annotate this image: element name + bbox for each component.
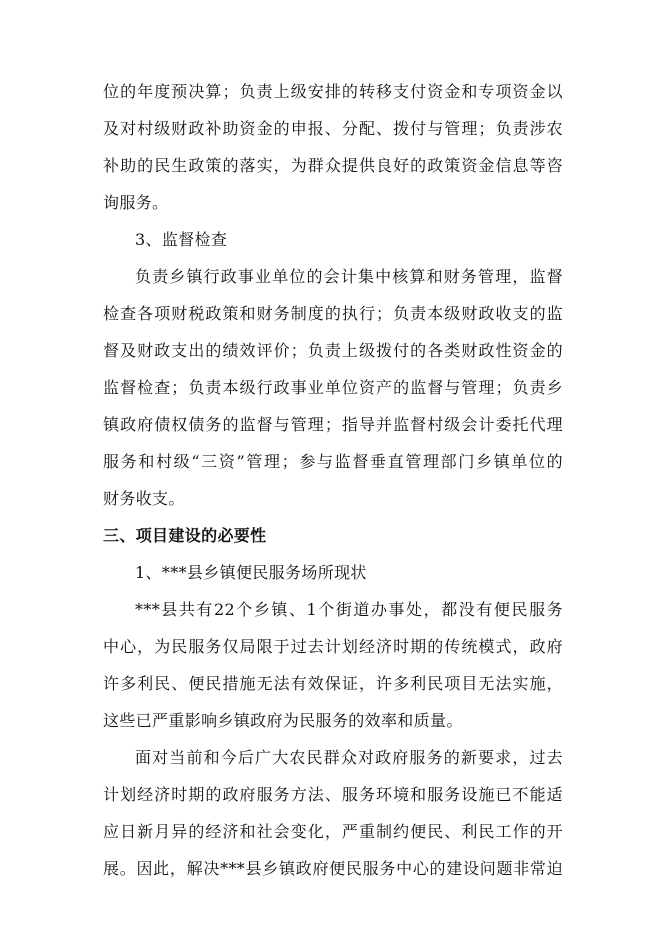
body-line: 服务和村级“三资”管理；参与监督垂直管理部门乡镇单位的 [103,452,563,471]
body-line: 计划经济时期的政府服务方法、服务环境和服务设施已不能适 [103,785,563,804]
body-line: 补助的民生政策的落实，为群众提供良好的政策资金信息等咨 [103,156,563,175]
body-line: 许多利民、便民措施无法有效保证，许多利民项目无法实施， [103,674,563,693]
body-line: 应日新月异的经济和社会变化，严重制约便民、利民工作的开 [103,822,563,841]
subsection-heading: 1、***县乡镇便民服务场所现状 [135,563,367,582]
body-line: 镇政府债权债务的监督与管理；指导并监督村级会计委托代理 [103,415,563,434]
body-line: 监督检查；负责本级行政事业单位资产的监督与管理；负责乡 [103,378,563,397]
body-line: 负责乡镇行政事业单位的会计集中核算和财务管理，监督 [135,267,563,286]
body-line: 中心，为民服务仅局限于过去计划经济时期的传统模式，政府 [103,637,563,656]
body-line: 位的年度预决算；负责上级安排的转移支付资金和专项资金以 [103,82,563,101]
body-line: 展。因此，解决***县乡镇政府便民服务中心的建设问题非常迫 [103,859,563,878]
section-heading: 三、项目建设的必要性 [103,526,267,545]
body-line: 检查各项财税政策和财务制度的执行；负责本级财政收支的监 [103,304,563,323]
body-line: 督及财政支出的绩效评价；负责上级拨付的各类财政性资金的 [103,341,563,360]
document-page [103,82,563,896]
body-line: 这些已严重影响乡镇政府为民服务的效率和质量。 [103,711,463,730]
body-line: 财务收支。 [103,489,185,508]
subsection-heading: 3、监督检查 [135,230,228,249]
body-line: 询服务。 [103,193,169,212]
body-line: 及对村级财政补助资金的申报、分配、拨付与管理；负责涉农 [103,119,563,138]
body-line: ***县共有22个乡镇、1个街道办事处，都没有便民服务 [135,600,563,619]
body-line: 面对当前和今后广大农民群众对政府服务的新要求，过去 [135,748,563,767]
